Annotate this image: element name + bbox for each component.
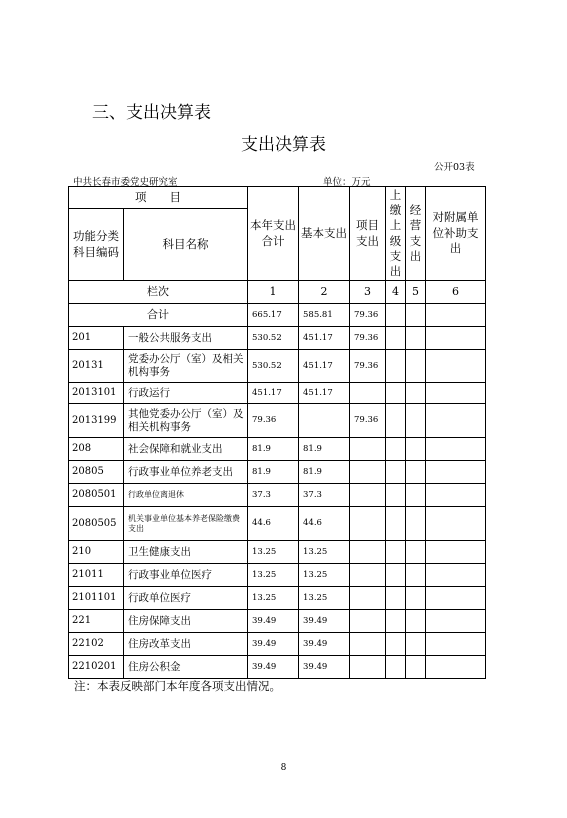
row-basic: 81.9 (299, 438, 350, 461)
row-total: 79.36 (248, 404, 299, 438)
col-num: 1 (248, 281, 299, 304)
row-total: 451.17 (248, 383, 299, 404)
row-code: 221 (69, 610, 124, 633)
row-total: 530.52 (248, 327, 299, 350)
row-name: 行政运行 (124, 383, 248, 404)
col-num: 4 (386, 281, 406, 304)
row-name: 住房改革支出 (124, 633, 248, 656)
expenditure-table (68, 186, 486, 679)
row-basic: 39.49 (299, 610, 350, 633)
row-project (350, 461, 386, 484)
row-basic: 37.3 (299, 484, 350, 507)
total-basic: 585.81 (299, 304, 350, 327)
row-project (350, 541, 386, 564)
row-basic: 81.9 (299, 461, 350, 484)
row-project (350, 383, 386, 404)
row-code: 2013199 (69, 404, 124, 438)
table-row (69, 564, 486, 587)
row-code: 210 (69, 541, 124, 564)
row-basic: 451.17 (299, 383, 350, 404)
row-total: 13.25 (248, 564, 299, 587)
row-project: 79.36 (350, 350, 386, 383)
row-code: 22102 (69, 633, 124, 656)
table-row (69, 656, 486, 679)
table-row (69, 633, 486, 656)
header-code: 功能分类科目编码 (69, 209, 124, 281)
row-code: 20805 (69, 461, 124, 484)
table-row (69, 610, 486, 633)
table-note: 注：本表反映部门本年度各项支出情况。 (74, 679, 281, 693)
table-row (69, 404, 486, 438)
total-label: 合计 (69, 304, 248, 327)
row-basic: 13.25 (299, 587, 350, 610)
row-project (350, 633, 386, 656)
col-num: 3 (350, 281, 386, 304)
table-row (69, 484, 486, 507)
org-name: 中共长春市委党史研究室 (73, 177, 178, 188)
row-total: 44.6 (248, 507, 299, 541)
table-row (69, 587, 486, 610)
row-project: 79.36 (350, 404, 386, 438)
row-project: 79.36 (350, 327, 386, 350)
header-basic: 基本支出 (299, 187, 350, 281)
col-num: 5 (406, 281, 426, 304)
row-total: 39.49 (248, 633, 299, 656)
header-name: 科目名称 (124, 209, 248, 281)
row-total: 37.3 (248, 484, 299, 507)
total-amount: 665.17 (248, 304, 299, 327)
header-item: 项 目 (69, 187, 248, 209)
table-row (69, 461, 486, 484)
row-name: 行政单位离退休 (124, 484, 248, 507)
header-total: 本年支出合计 (248, 187, 299, 281)
row-name: 社会保障和就业支出 (124, 438, 248, 461)
row-project (350, 587, 386, 610)
table-row (69, 327, 486, 350)
row-basic: 451.17 (299, 350, 350, 383)
row-total: 39.49 (248, 656, 299, 679)
row-project (350, 610, 386, 633)
row-code: 2080505 (69, 507, 124, 541)
row-basic (299, 404, 350, 438)
section-title: 三、支出决算表 (92, 103, 211, 123)
table-row (69, 438, 486, 461)
header-project: 项目支出 (350, 187, 386, 281)
row-name: 其他党委办公厅（室）及相关机构事务 (124, 404, 248, 438)
table-row (69, 507, 486, 541)
total-project: 79.36 (350, 304, 386, 327)
row-total: 39.49 (248, 610, 299, 633)
row-project (350, 564, 386, 587)
row-code: 2210201 (69, 656, 124, 679)
row-project (350, 438, 386, 461)
row-name: 行政单位医疗 (124, 587, 248, 610)
row-total: 81.9 (248, 438, 299, 461)
row-label: 栏次 (69, 281, 248, 304)
header-subsidy: 对附属单位补助支出 (426, 187, 486, 281)
row-name: 住房公积金 (124, 656, 248, 679)
row-project (350, 507, 386, 541)
row-basic: 44.6 (299, 507, 350, 541)
table-code: 公开03表 (434, 162, 475, 173)
row-basic: 39.49 (299, 633, 350, 656)
page-number: 8 (280, 763, 287, 773)
table-row (69, 350, 486, 383)
row-name: 行政事业单位养老支出 (124, 461, 248, 484)
row-total: 530.52 (248, 350, 299, 383)
col-num: 6 (426, 281, 486, 304)
row-code: 20131 (69, 350, 124, 383)
row-total: 13.25 (248, 587, 299, 610)
table-row (69, 541, 486, 564)
row-project (350, 484, 386, 507)
row-project (350, 656, 386, 679)
table-row (69, 383, 486, 404)
header-upper: 上缴上级支出 (386, 187, 406, 281)
row-total: 13.25 (248, 541, 299, 564)
row-name: 党委办公厅（室）及相关机构事务 (124, 350, 248, 383)
row-code: 2101101 (69, 587, 124, 610)
row-basic: 39.49 (299, 656, 350, 679)
row-name: 一般公共服务支出 (124, 327, 248, 350)
row-code: 201 (69, 327, 124, 350)
row-name: 卫生健康支出 (124, 541, 248, 564)
row-name: 住房保障支出 (124, 610, 248, 633)
row-name: 行政事业单位医疗 (124, 564, 248, 587)
row-code: 21011 (69, 564, 124, 587)
table-title: 支出决算表 (241, 135, 326, 155)
unit-label: 单位：万元 (323, 177, 371, 188)
header-business: 经营支出 (406, 187, 426, 281)
row-code: 208 (69, 438, 124, 461)
row-total: 81.9 (248, 461, 299, 484)
col-num: 2 (299, 281, 350, 304)
row-name: 机关事业单位基本养老保险缴费支出 (124, 507, 248, 541)
row-code: 2013101 (69, 383, 124, 404)
row-basic: 13.25 (299, 564, 350, 587)
row-basic: 451.17 (299, 327, 350, 350)
row-code: 2080501 (69, 484, 124, 507)
row-basic: 13.25 (299, 541, 350, 564)
